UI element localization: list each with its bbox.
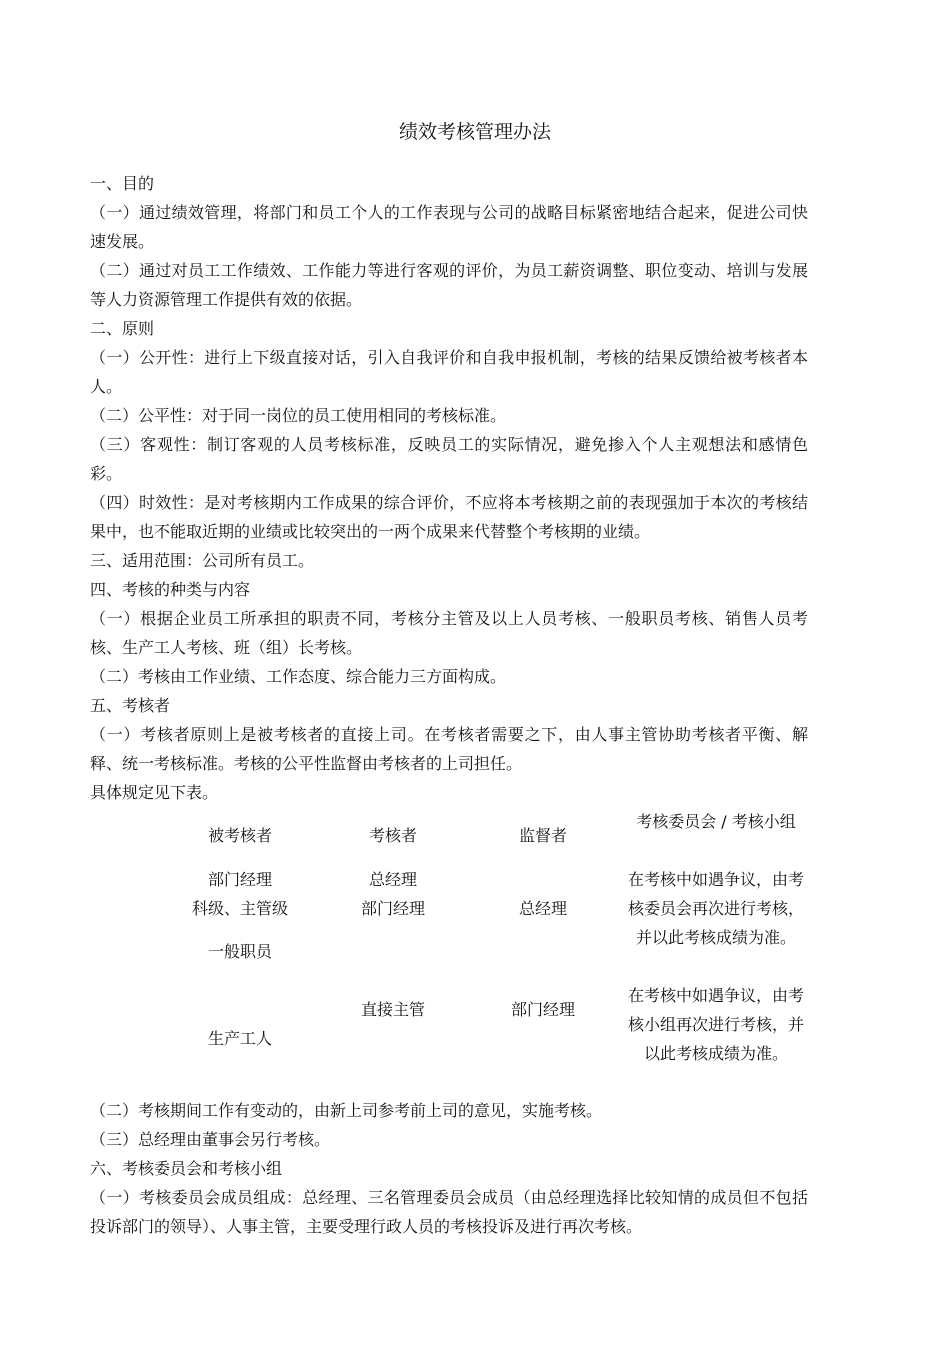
table-header: 考核者 bbox=[368, 826, 417, 845]
paragraph: （四）时效性：是对考核期内工作成果的综合评价，不应将本考核期之前的表现强加于本次的考核结果中，也不能取近期的业绩或比较突出的一两个成果来代替整个考核期的业绩。 bbox=[90, 493, 808, 541]
paragraph: （一）根据企业员工所承担的职责不同，考核分主管及以上人员考核、一般职员考核、销售人员考核、生产工人考核、班（组）长考核。 bbox=[90, 609, 808, 657]
table-cell: 在考核中如遇争议，由考核委员会再次进行考核，并以此考核成绩为准。 bbox=[628, 870, 805, 947]
table-cell: 科级、主管级 bbox=[191, 899, 288, 918]
table-cell: 部门经理 bbox=[360, 899, 425, 918]
document-body bbox=[90, 169, 808, 1241]
paragraph: （二）通过对员工工作绩效、工作能力等进行客观的评价，为员工薪资调整、职位变动、培训与发展等人力资源管理工作提供有效的依据。 bbox=[90, 261, 808, 309]
table-cell: 一般职员 bbox=[207, 942, 272, 961]
paragraph: （三）客观性：制订客观的人员考核标准，反映员工的实际情况，避免掺入个人主观想法和感情色彩。 bbox=[90, 435, 808, 483]
heading-principles: 二、原则 bbox=[90, 319, 155, 338]
paragraph: （二）公平性：对于同一岗位的员工使用相同的考核标准。 bbox=[90, 406, 507, 425]
table-cell: 总经理 bbox=[518, 899, 567, 918]
table-header: 被考核者 bbox=[207, 826, 272, 845]
paragraph: （一）通过绩效管理，将部门和员工个人的工作表现与公司的战略目标紧密地结合起来，促进公司快速发展。 bbox=[90, 203, 808, 251]
paragraph: （二）考核由工作业绩、工作态度、综合能力三方面构成。 bbox=[90, 667, 507, 686]
table-cell: 生产工人 bbox=[207, 1029, 272, 1048]
heading-committee: 六、考核委员会和考核小组 bbox=[90, 1159, 283, 1178]
paragraph: （二）考核期间工作有变动的，由新上司参考前上司的意见，实施考核。 bbox=[90, 1101, 603, 1120]
table-cell: 部门经理 bbox=[510, 1000, 575, 1019]
page-title: 绩效考核管理办法 bbox=[398, 121, 551, 143]
table-cell: 在考核中如遇争议，由考核小组再次进行考核，并以此考核成绩为准。 bbox=[628, 986, 805, 1063]
table-cell: 直接主管 bbox=[360, 1000, 425, 1019]
heading-purpose: 一、目的 bbox=[90, 174, 155, 193]
table-cell: 部门经理 bbox=[207, 870, 272, 889]
paragraph: （一）公开性：进行上下级直接对话，引入自我评价和自我申报机制，考核的结果反馈给被考核者本人。 bbox=[90, 348, 808, 396]
heading-scope: 三、适用范围：公司所有员工。 bbox=[90, 551, 315, 570]
heading-assessors: 五、考核者 bbox=[90, 696, 171, 715]
table-cell: 总经理 bbox=[368, 870, 417, 889]
table-header: 考核委员会 / 考核小组 bbox=[636, 812, 796, 831]
paragraph: （一）考核委员会成员组成：总经理、三名管理委员会成员（由总经理选择比较知情的成员但不包括投诉部门的领导）、人事主管，主要受理行政人员的考核投诉及进行再次考核。 bbox=[90, 1188, 808, 1236]
paragraph: 具体规定见下表。 bbox=[90, 783, 219, 802]
paragraph: （一）考核者原则上是被考核者的直接上司。在考核者需要之下，由人事主管协助考核者平衡、解释、统一考核标准。考核的公平性监督由考核者的上司担任。 bbox=[90, 725, 808, 773]
heading-types: 四、考核的种类与内容 bbox=[90, 580, 251, 599]
assessment-table bbox=[90, 807, 808, 1096]
paragraph: （三）总经理由董事会另行考核。 bbox=[90, 1130, 331, 1149]
table-header: 监督者 bbox=[518, 826, 567, 845]
